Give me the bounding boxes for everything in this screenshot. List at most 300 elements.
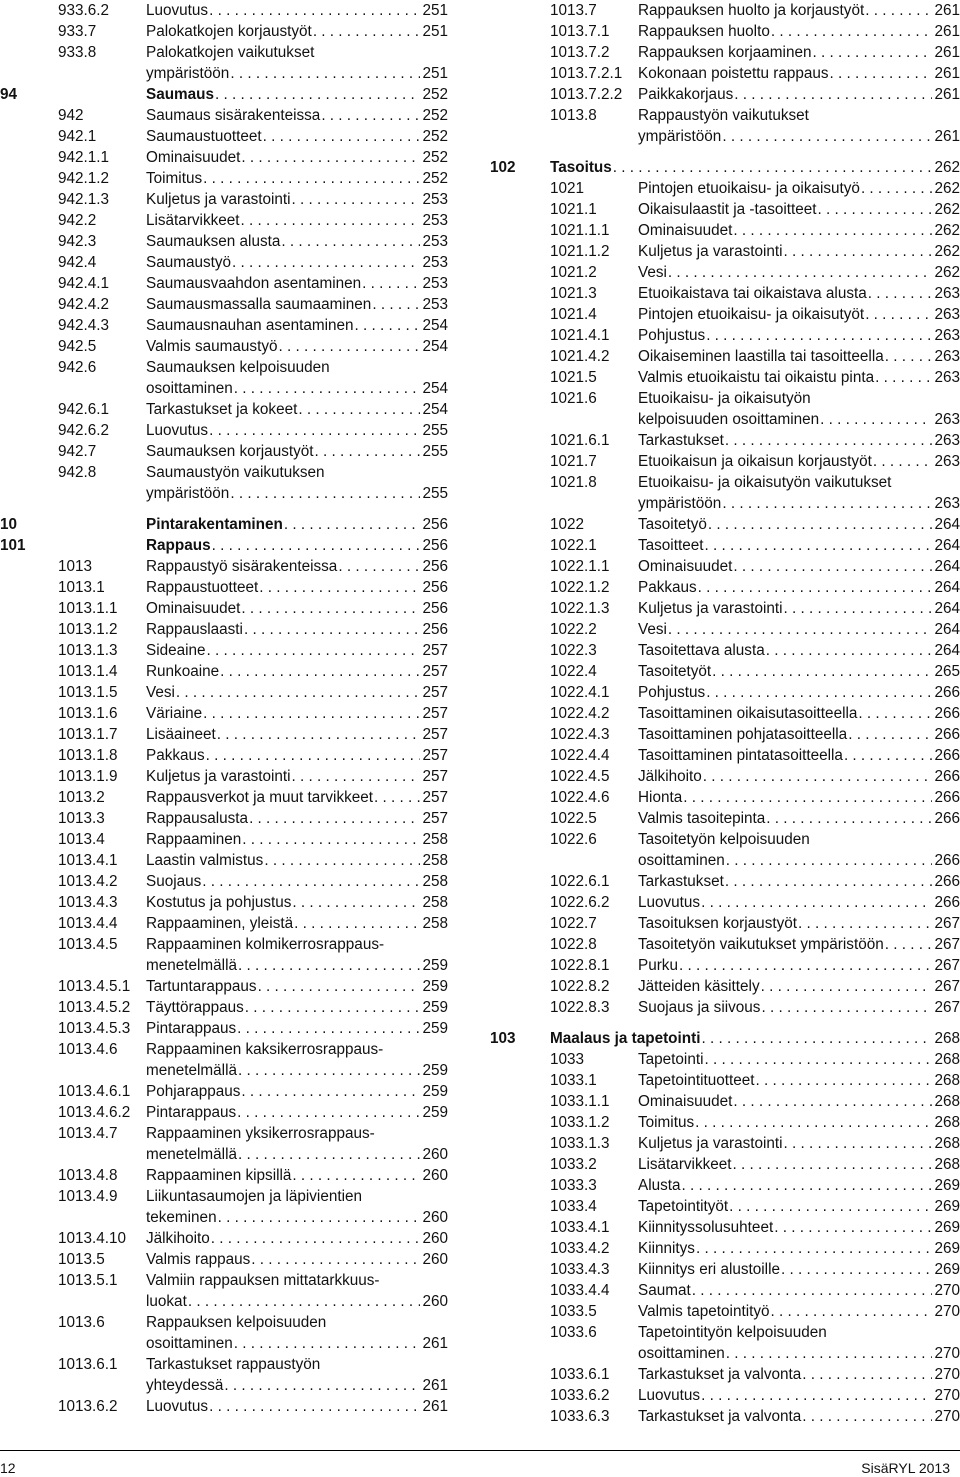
toc-entry-number: 942.6.1 bbox=[58, 401, 110, 418]
toc-entry bbox=[0, 1018, 448, 1039]
dot-leader bbox=[373, 787, 420, 808]
toc-entry-number: 1021.4.2 bbox=[550, 348, 610, 365]
toc-entry-title: Valmis rappaus bbox=[146, 1251, 251, 1268]
toc-entry-number: 1013.6.2 bbox=[58, 1398, 118, 1415]
toc-entry bbox=[490, 892, 960, 913]
toc-entry-number: 1022.4.6 bbox=[550, 789, 610, 806]
toc-entry-title: Lisäaineet bbox=[146, 726, 216, 743]
dot-leader bbox=[860, 178, 933, 199]
toc-page-number: 266 bbox=[934, 705, 960, 722]
toc-entry-number: 1013.4.4 bbox=[58, 915, 118, 932]
toc-page-number: 255 bbox=[422, 422, 448, 439]
toc-entry-title-continued: ympäristöön bbox=[638, 495, 722, 512]
toc-entry-title-continued: luokat bbox=[146, 1293, 187, 1310]
toc-entry bbox=[0, 850, 448, 871]
toc-page-number: 261 bbox=[422, 1398, 448, 1415]
toc-page-number: 254 bbox=[422, 401, 448, 418]
toc-entry bbox=[490, 325, 960, 346]
toc-section-number: 101 bbox=[0, 537, 26, 554]
toc-entry-number: 1013.1.9 bbox=[58, 768, 118, 785]
toc-entry-number: 942.3 bbox=[58, 233, 97, 250]
toc-page-number: 261 bbox=[934, 65, 960, 82]
toc-entry-title: Kuljetus ja varastointi bbox=[146, 768, 291, 785]
toc-entry bbox=[0, 462, 448, 504]
toc-entry bbox=[0, 1396, 448, 1417]
toc-page-number: 263 bbox=[934, 348, 960, 365]
dot-leader bbox=[872, 451, 933, 472]
toc-entry-title: Tapetointituotteet bbox=[638, 1072, 755, 1089]
toc-entry-number: 942.6 bbox=[58, 359, 97, 376]
dot-leader bbox=[216, 724, 421, 745]
dot-leader bbox=[283, 514, 421, 535]
toc-entry-number: 1013.1.2 bbox=[58, 621, 118, 638]
toc-entry-title: Tasoittaminen oikaisutasoitteella bbox=[638, 705, 858, 722]
toc-entry bbox=[0, 598, 448, 619]
toc-entry-title: Saumausmassalla saumaaminen bbox=[146, 296, 372, 313]
toc-page-number: 257 bbox=[422, 768, 448, 785]
toc-entry-title: Saumauksen korjaustyöt bbox=[146, 443, 314, 460]
toc-entry-number: 1033.1.3 bbox=[550, 1135, 610, 1152]
toc-page-number: 257 bbox=[422, 810, 448, 827]
toc-entry-title: Kiinnitys bbox=[638, 1240, 695, 1257]
toc-page-number: 267 bbox=[934, 957, 960, 974]
toc-entry bbox=[490, 430, 960, 451]
dot-leader bbox=[819, 409, 932, 430]
toc-entry-title: Ominaisuudet bbox=[638, 222, 733, 239]
toc-page-number: 257 bbox=[422, 642, 448, 659]
toc-page-number: 266 bbox=[934, 852, 960, 869]
toc-entry-title: Tapetointi bbox=[638, 1051, 704, 1068]
toc-entry-number: 1022.8.2 bbox=[550, 978, 610, 995]
toc-page-number: 253 bbox=[422, 191, 448, 208]
toc-page-number: 257 bbox=[422, 747, 448, 764]
dot-leader bbox=[801, 1406, 932, 1427]
toc-entry bbox=[490, 640, 960, 661]
toc-entry bbox=[0, 1039, 448, 1081]
toc-entry-number: 1013.1.7 bbox=[58, 726, 118, 743]
toc-page-number: 264 bbox=[934, 537, 960, 554]
toc-entry-title: Pintarappaus bbox=[146, 1104, 237, 1121]
toc-page-number: 265 bbox=[934, 663, 960, 680]
toc-entry bbox=[490, 0, 960, 21]
toc-entry bbox=[490, 346, 960, 367]
toc-entry-number: 1022.6.1 bbox=[550, 873, 610, 890]
toc-page-number: 262 bbox=[934, 243, 960, 260]
toc-entry bbox=[0, 273, 448, 294]
dot-leader bbox=[760, 997, 932, 1018]
toc-entry-title: Tasoituksen korjaustyöt bbox=[638, 915, 797, 932]
toc-entry bbox=[0, 724, 448, 745]
dot-leader bbox=[695, 1238, 933, 1259]
toc-entry-number: 1022.8.1 bbox=[550, 957, 610, 974]
toc-entry-number: 942.1 bbox=[58, 128, 97, 145]
toc-entry-number: 1013.5.1 bbox=[58, 1272, 118, 1289]
toc-entry-title: Saumat bbox=[638, 1282, 691, 1299]
toc-entry-number: 1013.7.1 bbox=[550, 23, 610, 40]
toc-entry bbox=[490, 105, 960, 147]
dot-leader bbox=[801, 1364, 932, 1385]
toc-page-number: 269 bbox=[934, 1240, 960, 1257]
toc-entry-number: 1013.4.8 bbox=[58, 1167, 118, 1184]
dot-leader bbox=[175, 682, 421, 703]
toc-section-number: 94 bbox=[0, 86, 18, 103]
toc-page-number: 268 bbox=[934, 1030, 960, 1047]
toc-entry bbox=[0, 1228, 448, 1249]
toc-page-number: 261 bbox=[934, 86, 960, 103]
dot-leader bbox=[705, 325, 932, 346]
toc-entry-title: Saumauksen alusta bbox=[146, 233, 281, 250]
toc-page-number: 255 bbox=[422, 485, 448, 502]
toc-entry bbox=[0, 105, 448, 126]
toc-entry bbox=[0, 682, 448, 703]
dot-leader bbox=[770, 1301, 933, 1322]
dot-leader bbox=[612, 157, 933, 178]
toc-entry-number: 1022.7 bbox=[550, 915, 597, 932]
toc-page-number: 256 bbox=[422, 579, 448, 596]
toc-entry bbox=[0, 1165, 448, 1186]
dot-leader bbox=[711, 661, 932, 682]
toc-page-number: 251 bbox=[422, 23, 448, 40]
toc-entry bbox=[490, 913, 960, 934]
dot-leader bbox=[843, 745, 933, 766]
toc-entry-number: 1033.5 bbox=[550, 1303, 597, 1320]
toc-entry-title: Rappaustyö sisärakenteissa bbox=[146, 558, 338, 575]
toc-entry bbox=[490, 955, 960, 976]
toc-page-number: 256 bbox=[422, 621, 448, 638]
toc-entry-title: Suojaus ja siivous bbox=[638, 999, 761, 1016]
dot-leader bbox=[231, 252, 420, 273]
toc-page-number: 264 bbox=[934, 600, 960, 617]
toc-entry-title-continued: osoittaminen bbox=[146, 380, 233, 397]
toc-entry bbox=[490, 262, 960, 283]
toc-page-number: 252 bbox=[422, 128, 448, 145]
toc-page-number: 258 bbox=[422, 915, 448, 932]
toc-entry-title: Tarkastukset ja valvonta bbox=[638, 1408, 802, 1425]
toc-entry-number: 1022.1 bbox=[550, 537, 597, 554]
dot-leader bbox=[697, 577, 933, 598]
toc-entry-title: Luovutus bbox=[638, 1387, 701, 1404]
toc-entry-number: 1013.6.1 bbox=[58, 1356, 118, 1373]
toc-entry-number: 1022.5 bbox=[550, 810, 597, 827]
toc-section-number: 102 bbox=[490, 159, 516, 176]
toc-entry bbox=[0, 556, 448, 577]
dot-leader bbox=[208, 420, 420, 441]
toc-entry-title: Kuljetus ja varastointi bbox=[146, 191, 291, 208]
dot-leader bbox=[783, 241, 933, 262]
toc-entry-title: Rappauksen huolto ja korjaustyöt bbox=[638, 2, 865, 19]
dot-leader bbox=[797, 913, 932, 934]
toc-entry-title: Palokatkojen vaikutukset bbox=[146, 44, 315, 61]
toc-entry bbox=[0, 441, 448, 462]
toc-entry-title: Paikkakorjaus bbox=[638, 86, 734, 103]
toc-entry-number: 1013.6 bbox=[58, 1314, 105, 1331]
dot-leader bbox=[320, 105, 420, 126]
toc-entry bbox=[0, 1123, 448, 1165]
toc-page-number: 256 bbox=[422, 516, 448, 533]
toc-entry-number: 1021.8 bbox=[550, 474, 597, 491]
dot-leader bbox=[297, 399, 420, 420]
toc-entry-number: 1033.4.4 bbox=[550, 1282, 610, 1299]
toc-entry-title: Rappaaminen yksikerrosrappaus- bbox=[146, 1125, 375, 1142]
toc-page-number: 262 bbox=[934, 201, 960, 218]
toc-entry-title: Ominaisuudet bbox=[146, 600, 241, 617]
dot-leader bbox=[280, 231, 420, 252]
toc-entry bbox=[490, 577, 960, 598]
dot-leader bbox=[724, 430, 933, 451]
dot-leader bbox=[678, 955, 933, 976]
toc-entry bbox=[490, 178, 960, 199]
toc-entry bbox=[0, 661, 448, 682]
toc-entry-number: 1022.4.3 bbox=[550, 726, 610, 743]
toc-page-number: 253 bbox=[422, 212, 448, 229]
toc-entry-title: Rappausalusta bbox=[146, 810, 249, 827]
dot-leader bbox=[219, 661, 420, 682]
toc-entry bbox=[0, 1186, 448, 1228]
toc-entry-title: Pohjarappaus bbox=[146, 1083, 241, 1100]
toc-entry-title: Liikuntasaumojen ja läpivientien bbox=[146, 1188, 362, 1205]
toc-entry-title-continued: menetelmällä bbox=[146, 957, 237, 974]
toc-entry-title: Tasoitetyö bbox=[638, 516, 707, 533]
dot-leader bbox=[201, 871, 420, 892]
dot-leader bbox=[811, 42, 932, 63]
toc-entry-title: Pakkaus bbox=[146, 747, 205, 764]
toc-entry-title: Purku bbox=[638, 957, 678, 974]
toc-entry-number: 1013.1.6 bbox=[58, 705, 118, 722]
toc-entry-title: Rappaaminen kaksikerrosrappaus- bbox=[146, 1041, 384, 1058]
dot-leader bbox=[312, 21, 421, 42]
toc-page-number: 260 bbox=[422, 1146, 448, 1163]
dot-leader bbox=[700, 1028, 932, 1049]
toc-page-number: 259 bbox=[422, 1062, 448, 1079]
toc-page-number: 267 bbox=[934, 978, 960, 995]
toc-entry bbox=[490, 1280, 960, 1301]
dot-leader bbox=[884, 346, 933, 367]
dot-leader bbox=[211, 535, 421, 556]
toc-entry-number: 1033.4.1 bbox=[550, 1219, 610, 1236]
toc-page-number: 263 bbox=[934, 285, 960, 302]
toc-entry-number: 1021.4 bbox=[550, 306, 597, 323]
toc-page-number: 256 bbox=[422, 537, 448, 554]
toc-page-number: 266 bbox=[934, 684, 960, 701]
toc-page-number: 263 bbox=[934, 411, 960, 428]
toc-entry-title: Rappaaminen kipsillä bbox=[146, 1167, 292, 1184]
toc-entry-title: Etuoikaisun ja oikaisun korjaustyöt bbox=[638, 453, 872, 470]
toc-entry bbox=[0, 357, 448, 399]
toc-page-number: 266 bbox=[934, 747, 960, 764]
toc-entry-title: Jälkihoito bbox=[638, 768, 702, 785]
toc-entry-number: 942.4.1 bbox=[58, 275, 110, 292]
toc-page-number: 270 bbox=[934, 1345, 960, 1362]
toc-entry bbox=[0, 787, 448, 808]
toc-entry-title-continued: osoittaminen bbox=[638, 1345, 725, 1362]
toc-entry bbox=[0, 1354, 448, 1396]
toc-entry-title-continued: menetelmällä bbox=[146, 1062, 237, 1079]
dot-leader bbox=[760, 976, 933, 997]
toc-entry-title-continued: ympäristöön bbox=[146, 65, 230, 82]
toc-entry bbox=[0, 126, 448, 147]
toc-entry-number: 1022.1.3 bbox=[550, 600, 610, 617]
toc-page-number: 261 bbox=[422, 1377, 448, 1394]
toc-entry bbox=[490, 997, 960, 1018]
dot-leader bbox=[702, 766, 933, 787]
toc-entry-number: 1022.8.3 bbox=[550, 999, 610, 1016]
toc-entry bbox=[0, 640, 448, 661]
toc-entry bbox=[0, 168, 448, 189]
dot-leader bbox=[770, 21, 933, 42]
toc-entry-number: 1013.4.9 bbox=[58, 1188, 118, 1205]
toc-entry-number: 1021.1 bbox=[550, 201, 597, 218]
toc-entry-title: Valmis tapetointityö bbox=[638, 1303, 770, 1320]
footer-rule bbox=[0, 1450, 960, 1451]
toc-entry-title: Rappauksen korjaaminen bbox=[638, 44, 812, 61]
toc-entry bbox=[0, 976, 448, 997]
toc-entry-number: 1021.1.2 bbox=[550, 243, 610, 260]
toc-page-number: 263 bbox=[934, 369, 960, 386]
dot-leader bbox=[732, 1091, 932, 1112]
toc-entry-title: Tasoittaminen pohjatasoitteella bbox=[638, 726, 848, 743]
dot-leader bbox=[250, 1249, 420, 1270]
toc-entry-number: 1021.2 bbox=[550, 264, 597, 281]
toc-entry-title: Sideaine bbox=[146, 642, 206, 659]
dot-leader bbox=[241, 829, 420, 850]
toc-entry-title: Pohjustus bbox=[638, 327, 706, 344]
toc-entry-number: 1022.4.1 bbox=[550, 684, 610, 701]
toc-entry-title: Rappauksen kelpoisuuden bbox=[146, 1314, 327, 1331]
toc-page-number: 261 bbox=[934, 2, 960, 19]
toc-entry-title: Vesi bbox=[638, 264, 667, 281]
toc-entry-title: Rappaaminen kolmikerrosrappaus- bbox=[146, 936, 385, 953]
toc-entry-number: 942.8 bbox=[58, 464, 97, 481]
toc-entry bbox=[490, 21, 960, 42]
toc-entry bbox=[490, 1364, 960, 1385]
toc-page-number: 263 bbox=[934, 495, 960, 512]
toc-page-number: 268 bbox=[934, 1051, 960, 1068]
toc-page-number: 266 bbox=[934, 894, 960, 911]
toc-entry-title: Kuljetus ja varastointi bbox=[638, 600, 783, 617]
toc-entry bbox=[490, 703, 960, 724]
toc-entry-number: 942.6.2 bbox=[58, 422, 110, 439]
toc-page-number: 251 bbox=[422, 65, 448, 82]
toc-page-number: 268 bbox=[934, 1072, 960, 1089]
toc-entry-title: Saumaustuotteet bbox=[146, 128, 262, 145]
toc-entry-title: Ominaisuudet bbox=[146, 149, 241, 166]
toc-page-number: 261 bbox=[934, 128, 960, 145]
toc-entry-number: 1022.6 bbox=[550, 831, 597, 848]
toc-entry bbox=[490, 976, 960, 997]
dot-leader bbox=[337, 556, 420, 577]
toc-entry-number: 942.1.3 bbox=[58, 191, 110, 208]
toc-entry bbox=[0, 84, 448, 105]
toc-entry-title: Täyttörappaus bbox=[146, 999, 244, 1016]
toc-entry bbox=[490, 388, 960, 430]
toc-entry-title: Pintojen etuoikaisu- ja oikaisutyö bbox=[638, 180, 860, 197]
dot-leader bbox=[700, 1385, 932, 1406]
toc-entry bbox=[490, 724, 960, 745]
toc-page-number: 266 bbox=[934, 789, 960, 806]
toc-entry bbox=[490, 871, 960, 892]
dot-leader bbox=[780, 1259, 932, 1280]
toc-entry-number: 1013.5 bbox=[58, 1251, 105, 1268]
toc-entry-title: Tasoitettava alusta bbox=[638, 642, 765, 659]
toc-page-number: 258 bbox=[422, 894, 448, 911]
toc-page-number: 260 bbox=[422, 1209, 448, 1226]
toc-entry bbox=[0, 189, 448, 210]
toc-entry-title: Saumaus bbox=[146, 86, 215, 103]
dot-leader bbox=[208, 1396, 420, 1417]
toc-entry-number: 1021 bbox=[550, 180, 585, 197]
toc-entry bbox=[0, 892, 448, 913]
dot-leader bbox=[755, 1070, 933, 1091]
toc-entry-title: Saumausnauhan asentaminen bbox=[146, 317, 354, 334]
toc-page-number: 268 bbox=[934, 1093, 960, 1110]
toc-entry-title: Tarkastukset rappaustyön bbox=[146, 1356, 321, 1373]
toc-page-number: 259 bbox=[422, 1083, 448, 1100]
dot-leader bbox=[202, 168, 420, 189]
toc-page-number: 262 bbox=[934, 159, 960, 176]
toc-page-number: 264 bbox=[934, 516, 960, 533]
toc-entry-title: Palokatkojen korjaustyöt bbox=[146, 23, 312, 40]
toc-entry bbox=[0, 619, 448, 640]
toc-entry bbox=[0, 21, 448, 42]
toc-page-number: 259 bbox=[422, 999, 448, 1016]
toc-entry-number: 1013.1.1 bbox=[58, 600, 118, 617]
dot-leader bbox=[847, 724, 932, 745]
toc-entry bbox=[490, 1154, 960, 1175]
toc-entry-title-continued: menetelmällä bbox=[146, 1146, 237, 1163]
toc-page-number: 262 bbox=[934, 222, 960, 239]
toc-entry bbox=[490, 84, 960, 105]
dot-leader bbox=[773, 1217, 932, 1238]
toc-entry bbox=[490, 661, 960, 682]
toc-entry bbox=[490, 745, 960, 766]
toc-entry-number: 1022.4 bbox=[550, 663, 597, 680]
toc-page-number: 256 bbox=[422, 558, 448, 575]
dot-leader bbox=[733, 84, 932, 105]
toc-entry-number: 1021.4.1 bbox=[550, 327, 610, 344]
dot-leader bbox=[214, 84, 420, 105]
toc-entry-number: 1013.1.8 bbox=[58, 747, 118, 764]
toc-entry bbox=[0, 1102, 448, 1123]
toc-entry-number: 1021.6 bbox=[550, 390, 597, 407]
toc-entry-title: Valmis tasoitepinta bbox=[638, 810, 766, 827]
toc-entry-title: Alusta bbox=[638, 1177, 681, 1194]
dot-leader bbox=[857, 703, 932, 724]
dot-leader bbox=[210, 1228, 421, 1249]
dot-leader bbox=[229, 483, 420, 504]
dot-leader bbox=[721, 126, 932, 147]
toc-page-number: 270 bbox=[934, 1282, 960, 1299]
footer-document-name: SisäRYL 2013 bbox=[861, 1460, 950, 1476]
toc-entry bbox=[490, 1133, 960, 1154]
dot-leader bbox=[703, 535, 932, 556]
toc-page-number: 260 bbox=[422, 1167, 448, 1184]
toc-entry bbox=[490, 451, 960, 472]
toc-entry-title: Kiinnityssolusuhteet bbox=[638, 1219, 774, 1236]
dot-leader bbox=[681, 1175, 933, 1196]
dot-leader bbox=[765, 808, 932, 829]
dot-leader bbox=[291, 189, 421, 210]
toc-page-number: 269 bbox=[934, 1198, 960, 1215]
toc-entry bbox=[0, 1081, 448, 1102]
toc-entry-title-continued: osoittaminen bbox=[638, 852, 725, 869]
dot-leader bbox=[262, 126, 421, 147]
toc-entry bbox=[0, 1270, 448, 1312]
dot-leader bbox=[240, 147, 420, 168]
toc-entry-number: 942 bbox=[58, 107, 84, 124]
toc-page-number: 268 bbox=[934, 1114, 960, 1131]
toc-entry bbox=[0, 997, 448, 1018]
toc-entry bbox=[490, 304, 960, 325]
